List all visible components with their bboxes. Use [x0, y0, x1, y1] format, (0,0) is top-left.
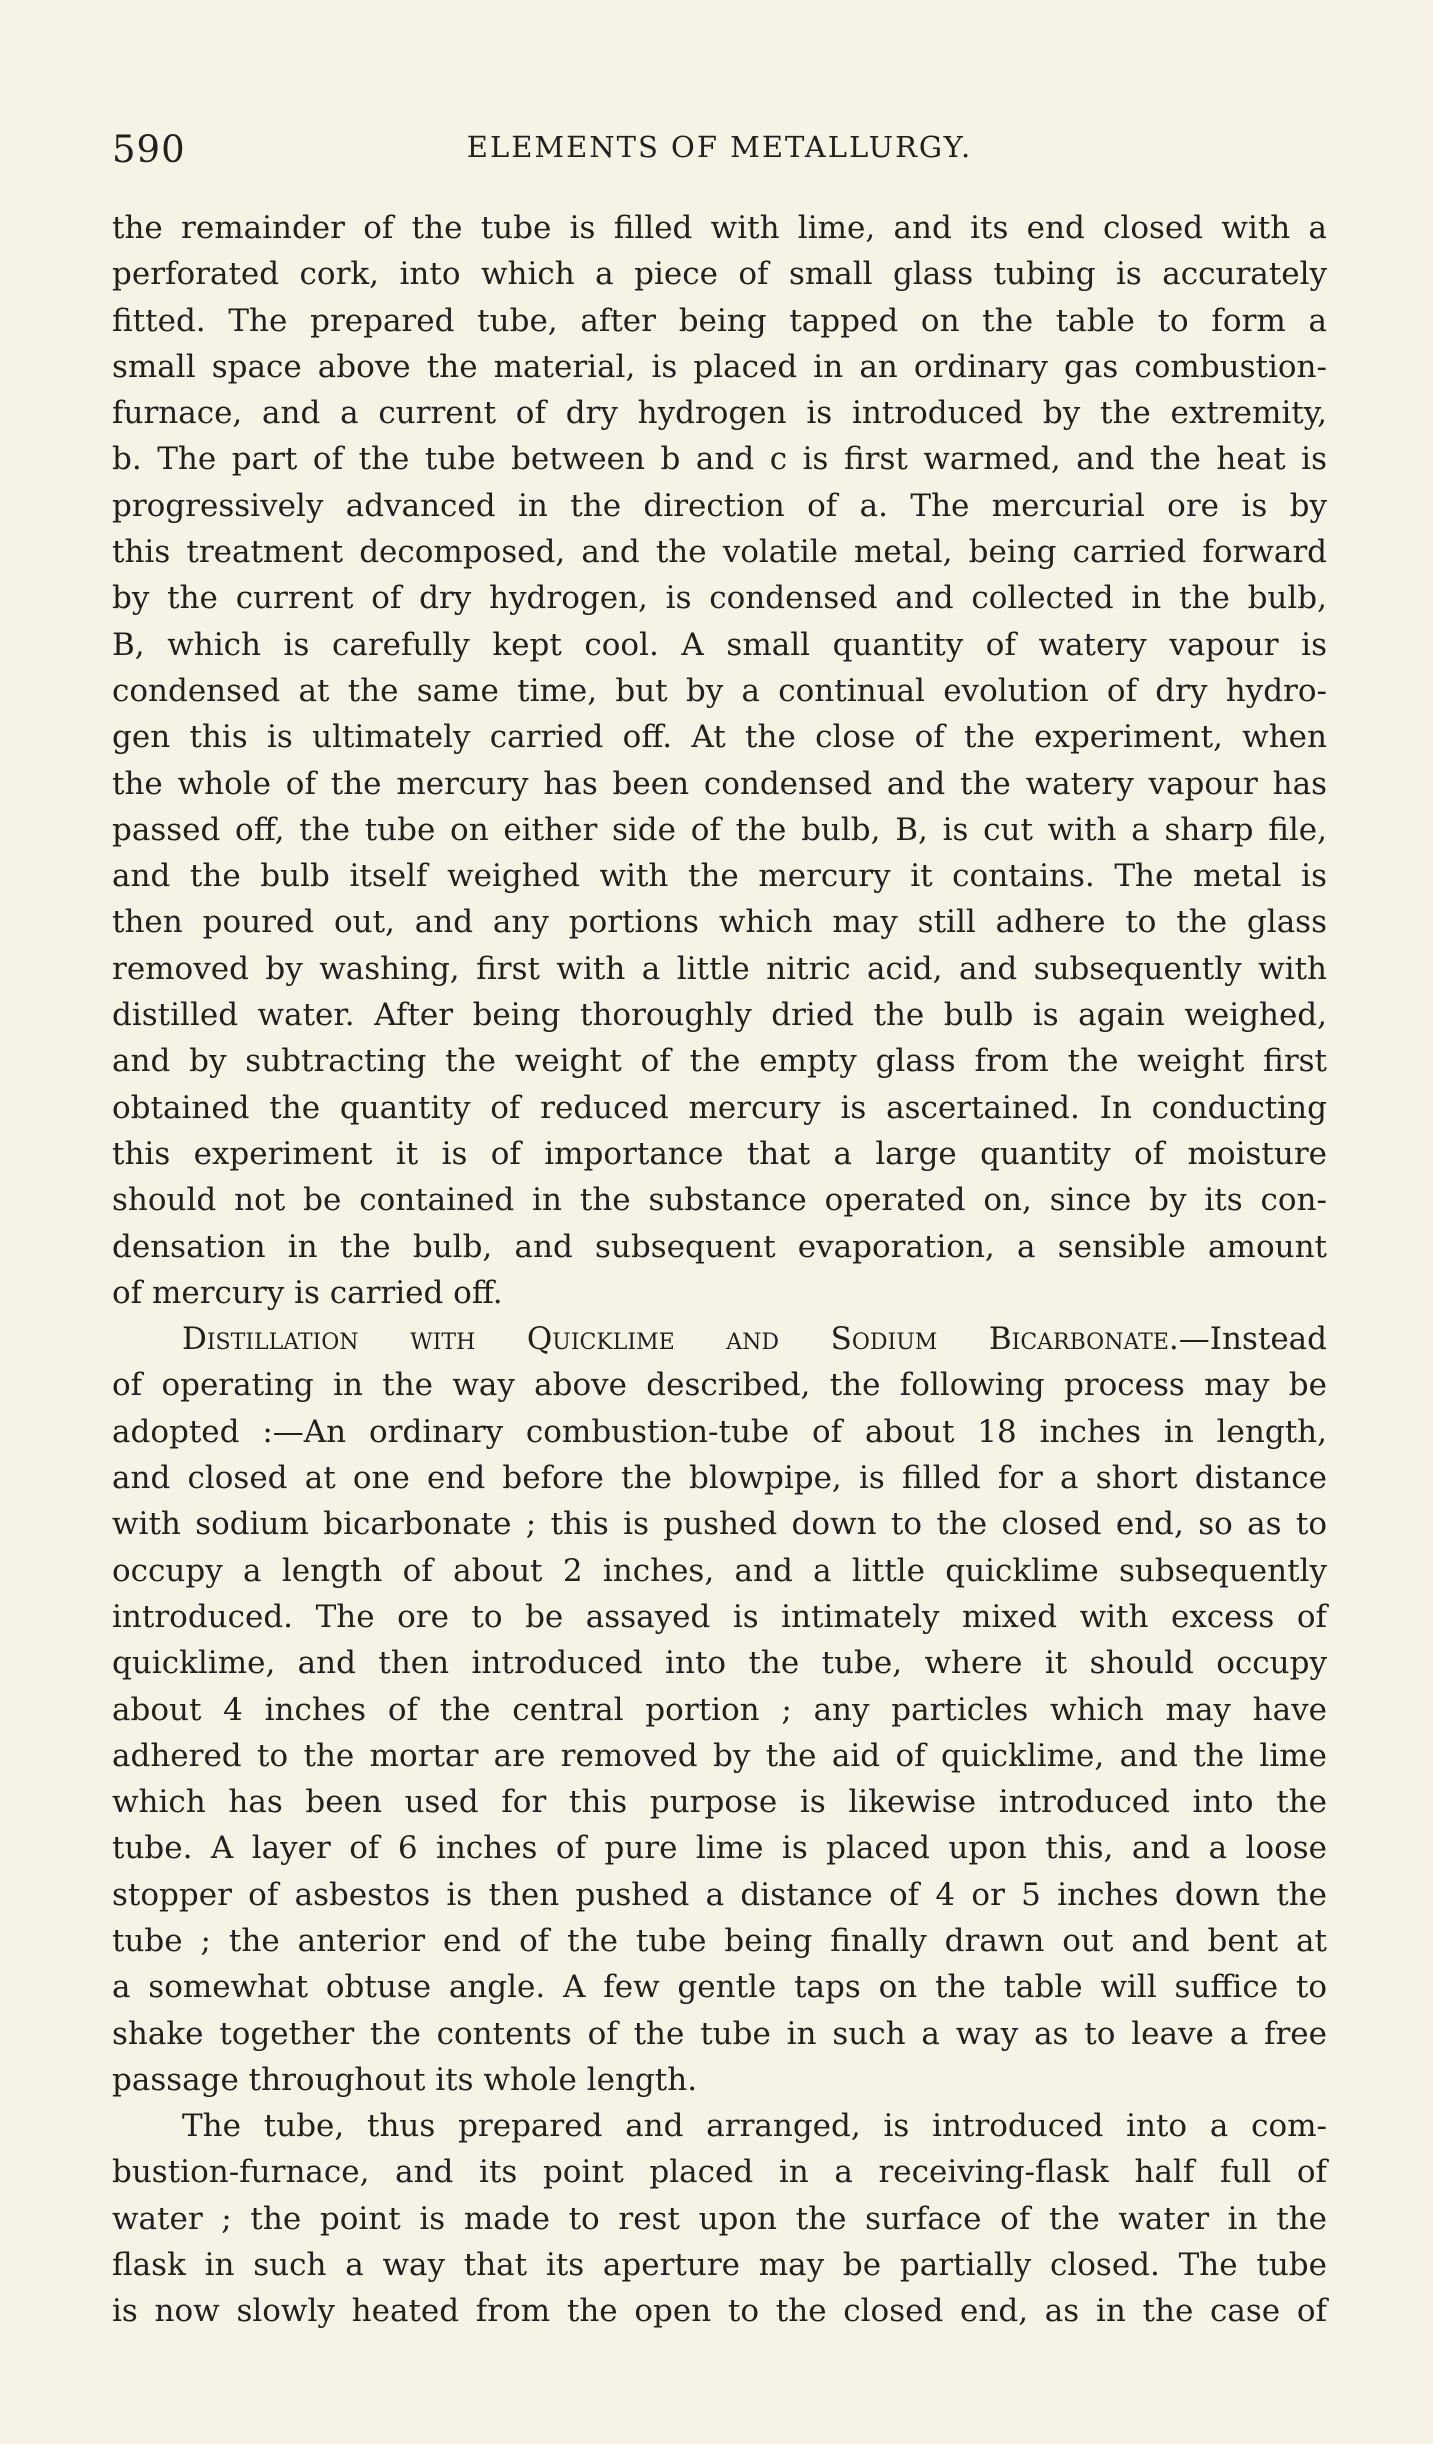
- text-line: condensed at the same time, but by a continual evolution of dry hydro-: [112, 672, 1327, 709]
- page-header: [112, 128, 1327, 176]
- text-line: bustion-furnace, and its point placed in a receiving-flask half full of: [112, 2154, 1327, 2191]
- text-line: water ; the point is made to rest upon the surface of the water in the: [112, 2200, 1327, 2237]
- text-line: of mercury is carried off.: [112, 1274, 503, 1311]
- text-line: tube. A layer of 6 inches of pure lime is placed upon this, and a loose: [112, 1830, 1327, 1867]
- text-line: quicklime, and then introduced into the tube, where it should occupy: [112, 1645, 1327, 1682]
- text-line: occupy a length of about 2 inches, and a little quicklime subsequently: [112, 1552, 1327, 1589]
- text-line: with sodium bicarbonate ; this is pushed down to the closed end, so as to: [112, 1506, 1327, 1543]
- text-line: removed by washing, first with a little nitric acid, and subsequently with: [112, 950, 1327, 987]
- text-line: the whole of the mercury has been condensed and the watery vapour has: [112, 765, 1327, 802]
- text-line: fitted. The prepared tube, after being tapped on the table to form a: [112, 302, 1327, 339]
- text-line: this experiment it is of importance that a large quantity of moisture: [112, 1135, 1327, 1172]
- text-line: progressively advanced in the direction of a. The mercurial ore is by: [112, 487, 1327, 524]
- text-line: and the bulb itself weighed with the mercury it contains. The metal is: [112, 858, 1327, 895]
- text-line: adopted :—An ordinary combustion-tube of about 18 inches in length,: [112, 1413, 1327, 1450]
- text-line: densation in the bulb, and subsequent evaporation, a sensible amount: [112, 1228, 1327, 1265]
- section-heading: Distillation with Quicklime and Sodium Bicarbonate.: [182, 1321, 1179, 1358]
- paragraph-2: [112, 1316, 1327, 2103]
- heading-line-rest: —Instead: [1178, 1321, 1327, 1358]
- text-line: small space above the material, is placed in an ordinary gas combustion-: [112, 348, 1327, 385]
- text-line: gen this is ultimately carried off. At the close of the experiment, when: [112, 719, 1327, 756]
- text-line: should not be contained in the substance operated on, since by its con-: [112, 1182, 1327, 1219]
- paragraph-1: [112, 205, 1327, 1316]
- text-line: furnace, and a current of dry hydrogen is introduced by the extremity,: [112, 395, 1327, 432]
- text-line: B, which is carefully kept cool. A small quantity of watery vapour is: [112, 626, 1327, 663]
- text-line: The tube, thus prepared and arranged, is introduced into a com-: [182, 2108, 1327, 2145]
- text-line: stopper of asbestos is then pushed a distance of 4 or 5 inches down the: [112, 1876, 1327, 1913]
- page-number: 590: [112, 128, 186, 171]
- text-line: perforated cork, into which a piece of small glass tubing is accurately: [112, 256, 1327, 293]
- text-line: b. The part of the tube between b and c is first warmed, and the heat is: [112, 441, 1327, 478]
- text-line: introduced. The ore to be assayed is intimately mixed with excess of: [112, 1598, 1327, 1635]
- text-line: about 4 inches of the central portion ; any particles which may have: [112, 1691, 1327, 1728]
- text-line: passed off, the tube on either side of the bulb, B, is cut with a sharp file,: [112, 811, 1327, 848]
- text-line: a somewhat obtuse angle. A few gentle taps on the table will suffice to: [112, 1969, 1327, 2006]
- text-line: this treatment decomposed, and the volatile metal, being carried forward: [112, 534, 1327, 571]
- text-line: and closed at one end before the blowpipe, is filled for a short distance: [112, 1460, 1327, 1497]
- text-line: then poured out, and any portions which may still adhere to the glass: [112, 904, 1327, 941]
- text-line: is now slowly heated from the open to the closed end, as in the case of: [112, 2293, 1327, 2330]
- text-line: tube ; the anterior end of the tube being finally drawn out and bent at: [112, 1922, 1327, 1959]
- text-line: distilled water. After being thoroughly dried the bulb is again weighed,: [112, 997, 1327, 1034]
- text-line: [112, 1316, 1327, 1362]
- text-line: obtained the quantity of reduced mercury is ascertained. In conducting: [112, 1089, 1327, 1126]
- body-text: [112, 205, 1327, 2335]
- running-head: ELEMENTS OF METALLURGY.: [466, 130, 973, 164]
- text-line: the remainder of the tube is filled with lime, and its end closed with a: [112, 210, 1327, 246]
- text-line: and by subtracting the weight of the empty glass from the weight first: [112, 1043, 1327, 1080]
- text-line: shake together the contents of the tube in such a way as to leave a free: [112, 2015, 1327, 2052]
- text-line: passage throughout its whole length.: [112, 2061, 698, 2098]
- text-line: adhered to the mortar are removed by the aid of quicklime, and the lime: [112, 1737, 1327, 1774]
- text-line: which has been used for this purpose is likewise introduced into the: [112, 1784, 1327, 1821]
- paragraph-3: [112, 2103, 1327, 2334]
- text-line: flask in such a way that its aperture may be partially closed. The tube: [112, 2247, 1327, 2284]
- text-line: by the current of dry hydrogen, is condensed and collected in the bulb,: [112, 580, 1327, 617]
- text-line: of operating in the way above described, the following process may be: [112, 1367, 1327, 1404]
